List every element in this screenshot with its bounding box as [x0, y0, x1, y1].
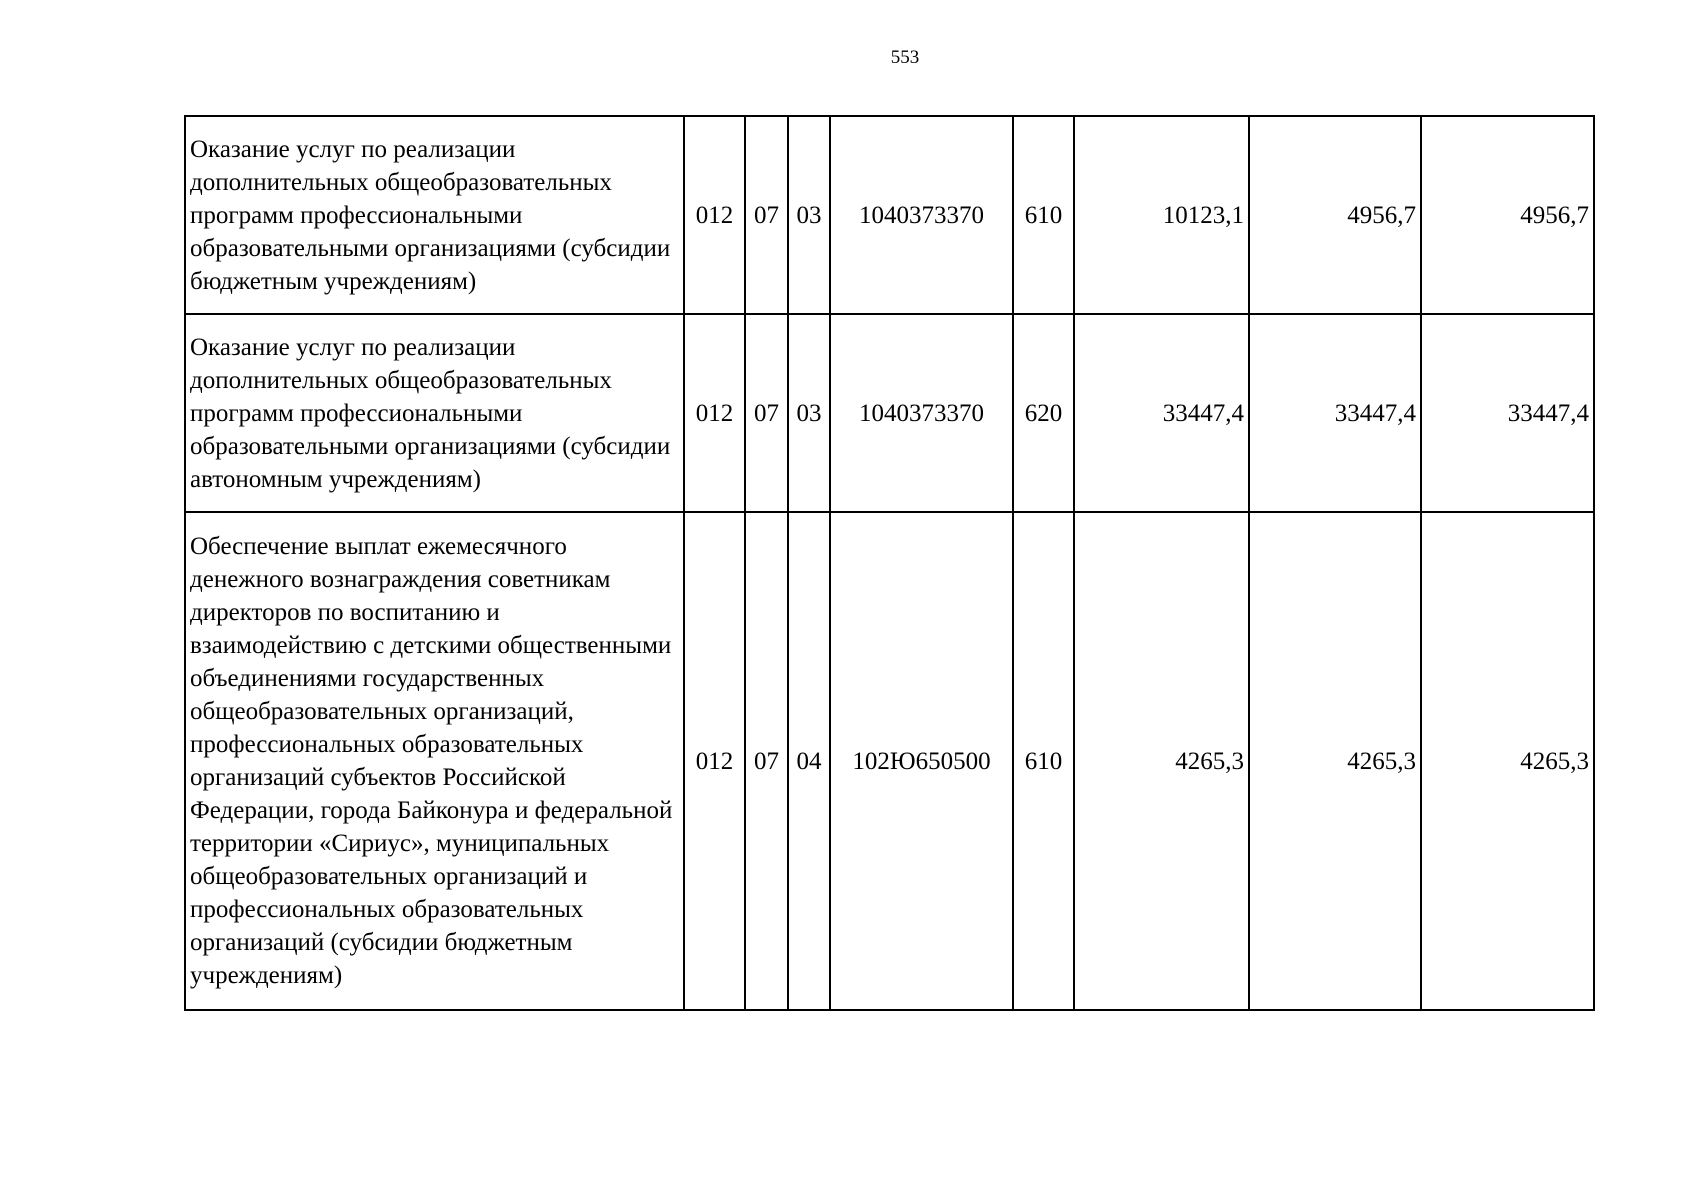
target-article-code: 1040373370	[830, 116, 1013, 314]
amount-2: 4956,7	[1249, 116, 1421, 314]
row-description: Оказание услуг по реализации дополнительных общеобразовательных программ профессиональными образовательными организациями (субсидии бюджетным учреждениям)	[185, 116, 684, 314]
amount-3: 4956,7	[1421, 116, 1594, 314]
amount-3: 4265,3	[1421, 512, 1594, 1010]
table-row	[185, 314, 1594, 512]
section-code: 07	[745, 314, 788, 512]
page-number: 553	[890, 47, 920, 68]
amount-2: 33447,4	[1249, 314, 1421, 512]
expense-type-code: 610	[1013, 512, 1074, 1010]
grbs-code: 012	[684, 116, 745, 314]
row-description: Оказание услуг по реализации дополнительных общеобразовательных программ профессиональными образовательными организациями (субсидии автономным учреждениям)	[185, 314, 684, 512]
amount-2: 4265,3	[1249, 512, 1421, 1010]
amount-1: 33447,4	[1074, 314, 1249, 512]
target-article-code: 1040373370	[830, 314, 1013, 512]
table-row	[185, 116, 1594, 314]
grbs-code: 012	[684, 314, 745, 512]
section-code: 07	[745, 512, 788, 1010]
subsection-code: 04	[788, 512, 830, 1010]
amount-1: 4265,3	[1074, 512, 1249, 1010]
target-article-code: 102Ю650500	[830, 512, 1013, 1010]
subsection-code: 03	[788, 116, 830, 314]
budget-table	[184, 115, 1595, 1011]
row-description: Обеспечение выплат ежемесячного денежного вознаграждения советникам директоров по воспитанию и взаимодействию с детскими общественными объединениями государственных общеобразовательных организаций, профессиональных образовательных организаций субъектов Российской Федерации, города Байконура и федеральной территории «Сириус», муниципальных общеобразовательных организаций и профессиональных образовательных организаций (субсидии бюджетным учреждениям)	[185, 512, 684, 1010]
table-row	[185, 512, 1594, 1010]
subsection-code: 03	[788, 314, 830, 512]
expense-type-code: 620	[1013, 314, 1074, 512]
amount-1: 10123,1	[1074, 116, 1249, 314]
amount-3: 33447,4	[1421, 314, 1594, 512]
section-code: 07	[745, 116, 788, 314]
grbs-code: 012	[684, 512, 745, 1010]
expense-type-code: 610	[1013, 116, 1074, 314]
